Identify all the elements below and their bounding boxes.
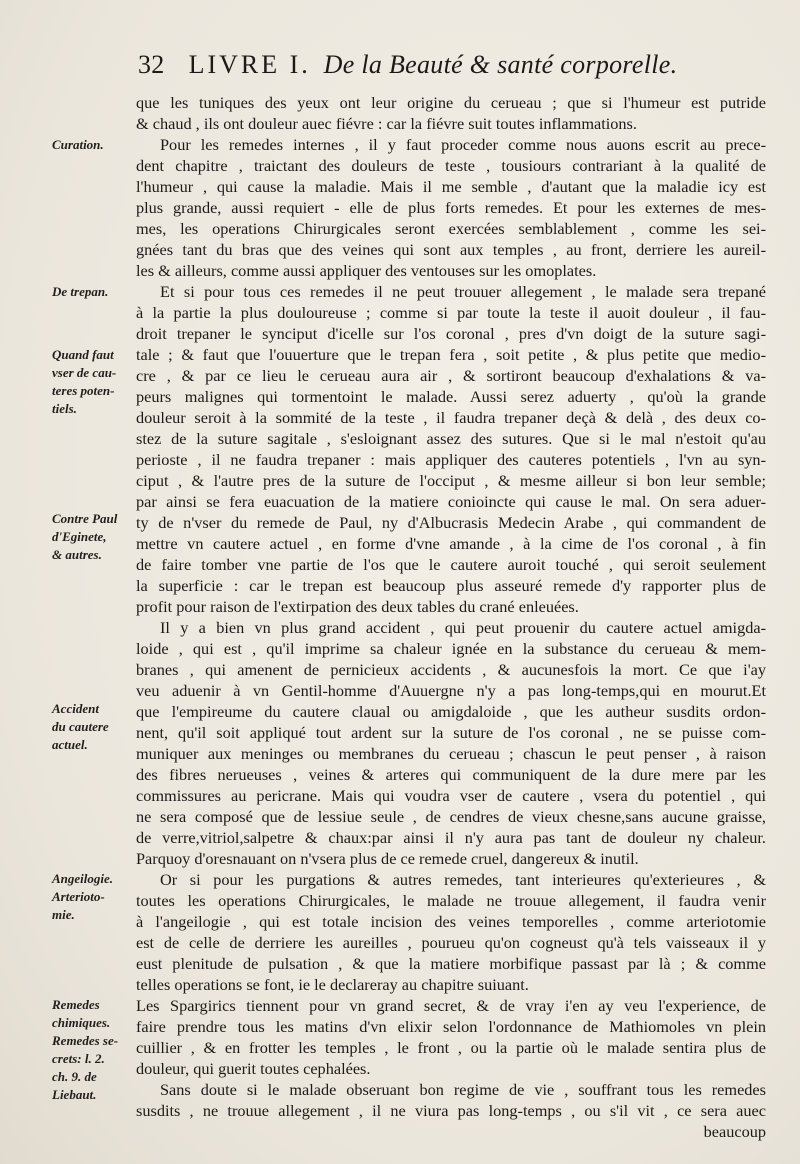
text-line: eust plenitude de pulsation , & que la matiere morbifique passast par là ; & comme (136, 954, 766, 973)
note-line: Angeilogie. (52, 871, 114, 886)
note-line: & autres. (52, 547, 102, 562)
note-line: vser de cau- (52, 365, 117, 380)
note-line: du cautere (52, 719, 109, 734)
note-line: chimiques. (52, 1015, 111, 1030)
margin-note-de-trepan (52, 283, 136, 301)
note-line: Remedes se- (52, 1033, 119, 1048)
text-line: les & ailleurs, comme aussi appliquer des ventouses sur les omoplates. (136, 261, 597, 280)
note-line: ch. 9. de (52, 1069, 97, 1084)
text-line: que l'empireume du cautere claual ou amigdaloide , que les autheur susdits ordon- (136, 702, 766, 721)
margin-note-angeilogie (52, 870, 136, 924)
text-line: dent chapitre , traictant des douleurs de teste , tousiours contrariant à la qualité de (136, 156, 766, 175)
text-line: Pour les remedes internes , il y faut proceder comme nous auons escrit au prece- (160, 135, 766, 154)
text-line: des fibres nerueuses , veines & arteres qui communiquent de la dure mere par les (136, 765, 766, 784)
text-line: perioste , il ne faudra trepaner : mais appliquer des cauteres potentiels , l'vn au syn- (136, 450, 766, 469)
text-line: muniquer aux meninges ou membranes du cerueau ; chascun le peut penser , à raison (136, 744, 766, 763)
note-line: Liebaut. (52, 1087, 97, 1102)
text-line: Il y a bien vn plus grand accident , qui peut prouenir du cautere actuel amigda- (160, 618, 766, 637)
margin-note-quand-faut (52, 346, 136, 418)
margin-note-accident (52, 700, 136, 754)
catchword: beaucoup (703, 1122, 766, 1141)
text-line: cre , & par ce lieu le cerueau aura air , & sortiront beaucoup d'exhalations & va- (136, 366, 766, 385)
text-line: l'humeur , qui cause la maladie. Mais il me semble , d'autant que la maladie icy est (136, 177, 766, 196)
note-line: Quand faut (52, 347, 114, 362)
note-line: De trepan. (52, 284, 109, 299)
text-line: de faire tomber vne partie de l'os que le cautere auroit touché , qui seroit seulement (136, 555, 766, 574)
text-line: & chaud , ils ont douleur auec fiévre : car la fiévre suit toutes inflammations. (136, 114, 637, 133)
text-line: Parquoy d'oresnauant on n'vsera plus de ce remede cruel, dangereux & inutil. (136, 849, 639, 868)
text-line: stez de la suture sagitale , s'esloignant assez des sutures. Que si le mal n'estoit qu'au (136, 429, 766, 448)
text-line: toutes les operations Chirurgicales, le malade ne trouue allegement, il faudra venir (136, 891, 766, 910)
text-line: à l'angeilogie , qui est totale incision des veines temporelles , comme arteriotomie (136, 912, 766, 931)
margin-note-curation (52, 136, 136, 154)
note-line: mie. (52, 907, 75, 922)
note-line: Accident (52, 701, 99, 716)
note-line: Arterioto- (52, 889, 105, 904)
note-line: tiels. (52, 401, 77, 416)
text-line: nent, qu'il soit appliqué tout ardent sur la suture de l'os coronal , ne se puisse com- (136, 723, 766, 742)
text-line: douleur, qui guerit toutes cephalées. (136, 1059, 371, 1078)
text-line: commissures au pericrane. Mais qui voudra vser de cautere , vsera du potentiel , qui (136, 786, 766, 805)
text-line: douleur seroit à la sommité de la teste , il faudra trepaner deçà & delà , des deux co- (136, 408, 766, 427)
note-line: teres poten- (52, 383, 115, 398)
text-line: mettre vn cautere actuel , en forme d'vne amande , à la cime de l'os coronal , à fin (136, 534, 766, 553)
text-line: loide , qui est , qu'il imprime sa chaleur ignée en la substance du cerueau & mem- (136, 639, 766, 658)
text-line: cuillier , & en frotter les temples , le front , ou la partie où le malade sentira plus de (136, 1038, 766, 1057)
margin-note-contre-paul (52, 510, 136, 564)
text-line: que les tuniques des yeux ont leur origine du cerueau ; que si l'humeur est putride (136, 93, 766, 112)
text-line: Sans doute si le malade obseruant bon regime de vie , souffrant tous les remedes (160, 1080, 766, 1099)
text-line: susdits , ne trouue allegement , il ne viura pas long-temps , ou s'il vit , ce sera auec (136, 1101, 766, 1120)
note-line: Contre Paul (52, 511, 118, 526)
text-line: ty de n'vser du remede de Paul, ny d'Albucrasis Medecin Arabe , qui commandent de (136, 513, 766, 532)
text-line: Et si pour tous ces remedes il ne peut trouuer allegement , le malade sera trepané (160, 282, 766, 301)
note-line: Remedes (52, 997, 100, 1012)
text-line: veu aduenir à vn Gentil-homme d'Auuergne n'y a pas long-temps,qui en mourut.Et (136, 681, 766, 700)
text-line: Or si pour les purgations & autres remedes, tant interieures qu'exterieures , & (160, 870, 766, 889)
text-line: faire prendre tous les matins d'vn elixir selon l'ordonnance de Mathiomoles vn plein (136, 1017, 766, 1036)
text-line: ne sera composé que de lessiue seule , de cendres de vieux chesne,sans aucune graisse, (136, 807, 766, 826)
book-title: De la Beauté & santé corporelle. (323, 50, 678, 79)
margin-note-remedes (52, 996, 136, 1104)
text-line: ciput , & l'autre pres de la suture de l'occiput , & mesme ailleur si bon leur semble; (136, 471, 766, 490)
text-line: profit pour raison de l'extirpation des deux tables du crané enleuées. (136, 597, 579, 616)
text-line: mes, les operations Chirurgicales seront exercées semblablement , comme les sei- (136, 219, 766, 238)
note-line: crets: l. 2. (52, 1051, 105, 1066)
text-line: à la partie la plus douloureuse ; comme si par toute la teste il auoit douleur , il fau- (136, 303, 766, 322)
text-line: tale ; & faut que l'ouuerture que le trepan fera , soit petite , & plus petite que medio- (136, 345, 766, 364)
text-line: telles operations se font, ie le declareray au chapitre suiuant. (136, 975, 529, 994)
page-number: 32 (138, 50, 165, 79)
text-line: Les Spargirics tiennent pour vn grand secret, & de vray i'en ay veu l'experience, de (136, 996, 766, 1015)
text-line: de verre,vitriol,salpetre & chaux:par ainsi il n'y aura pas tant de douleur ny chaleur. (136, 828, 766, 847)
body-text (136, 92, 766, 1142)
book-number: LIVRE I. (188, 50, 311, 79)
text-line: est de celle de derriere les aureilles , pourueu qu'on cogneust qu'à tels vaisseaux il y (136, 933, 766, 952)
note-line: d'Eginete, (52, 529, 107, 544)
text-line: branes , qui amenent de pernicieux accidents , & aucunesfois la mort. Ce que i'ay (136, 660, 766, 679)
note-line: Curation. (52, 137, 104, 152)
text-line: droit trepaner le synciput d'icelle sur l'os coronal , pres d'vn doigt de la suture sagi- (136, 324, 766, 343)
text-line: la superficie : car le trepan est beaucoup plus asseuré remede d'y rapporter plus de (136, 576, 766, 595)
running-header (138, 50, 778, 84)
text-line: gnées tant du bras que des veines qui sont aux temples , au front, derriere les aureil- (136, 240, 766, 259)
text-line: par ainsi se fera euacuation de la matiere conioincte qui cause le mal. On sera aduer- (136, 492, 766, 511)
note-line: actuel. (52, 737, 88, 752)
text-line: peurs malignes qui tormentoint le malade. Aussi serez aduerty , qu'où la grande (136, 387, 766, 406)
text-line: plus grande, aussi requiert - elle de plus forts remedes. Et pour les externes de mes- (136, 198, 766, 217)
